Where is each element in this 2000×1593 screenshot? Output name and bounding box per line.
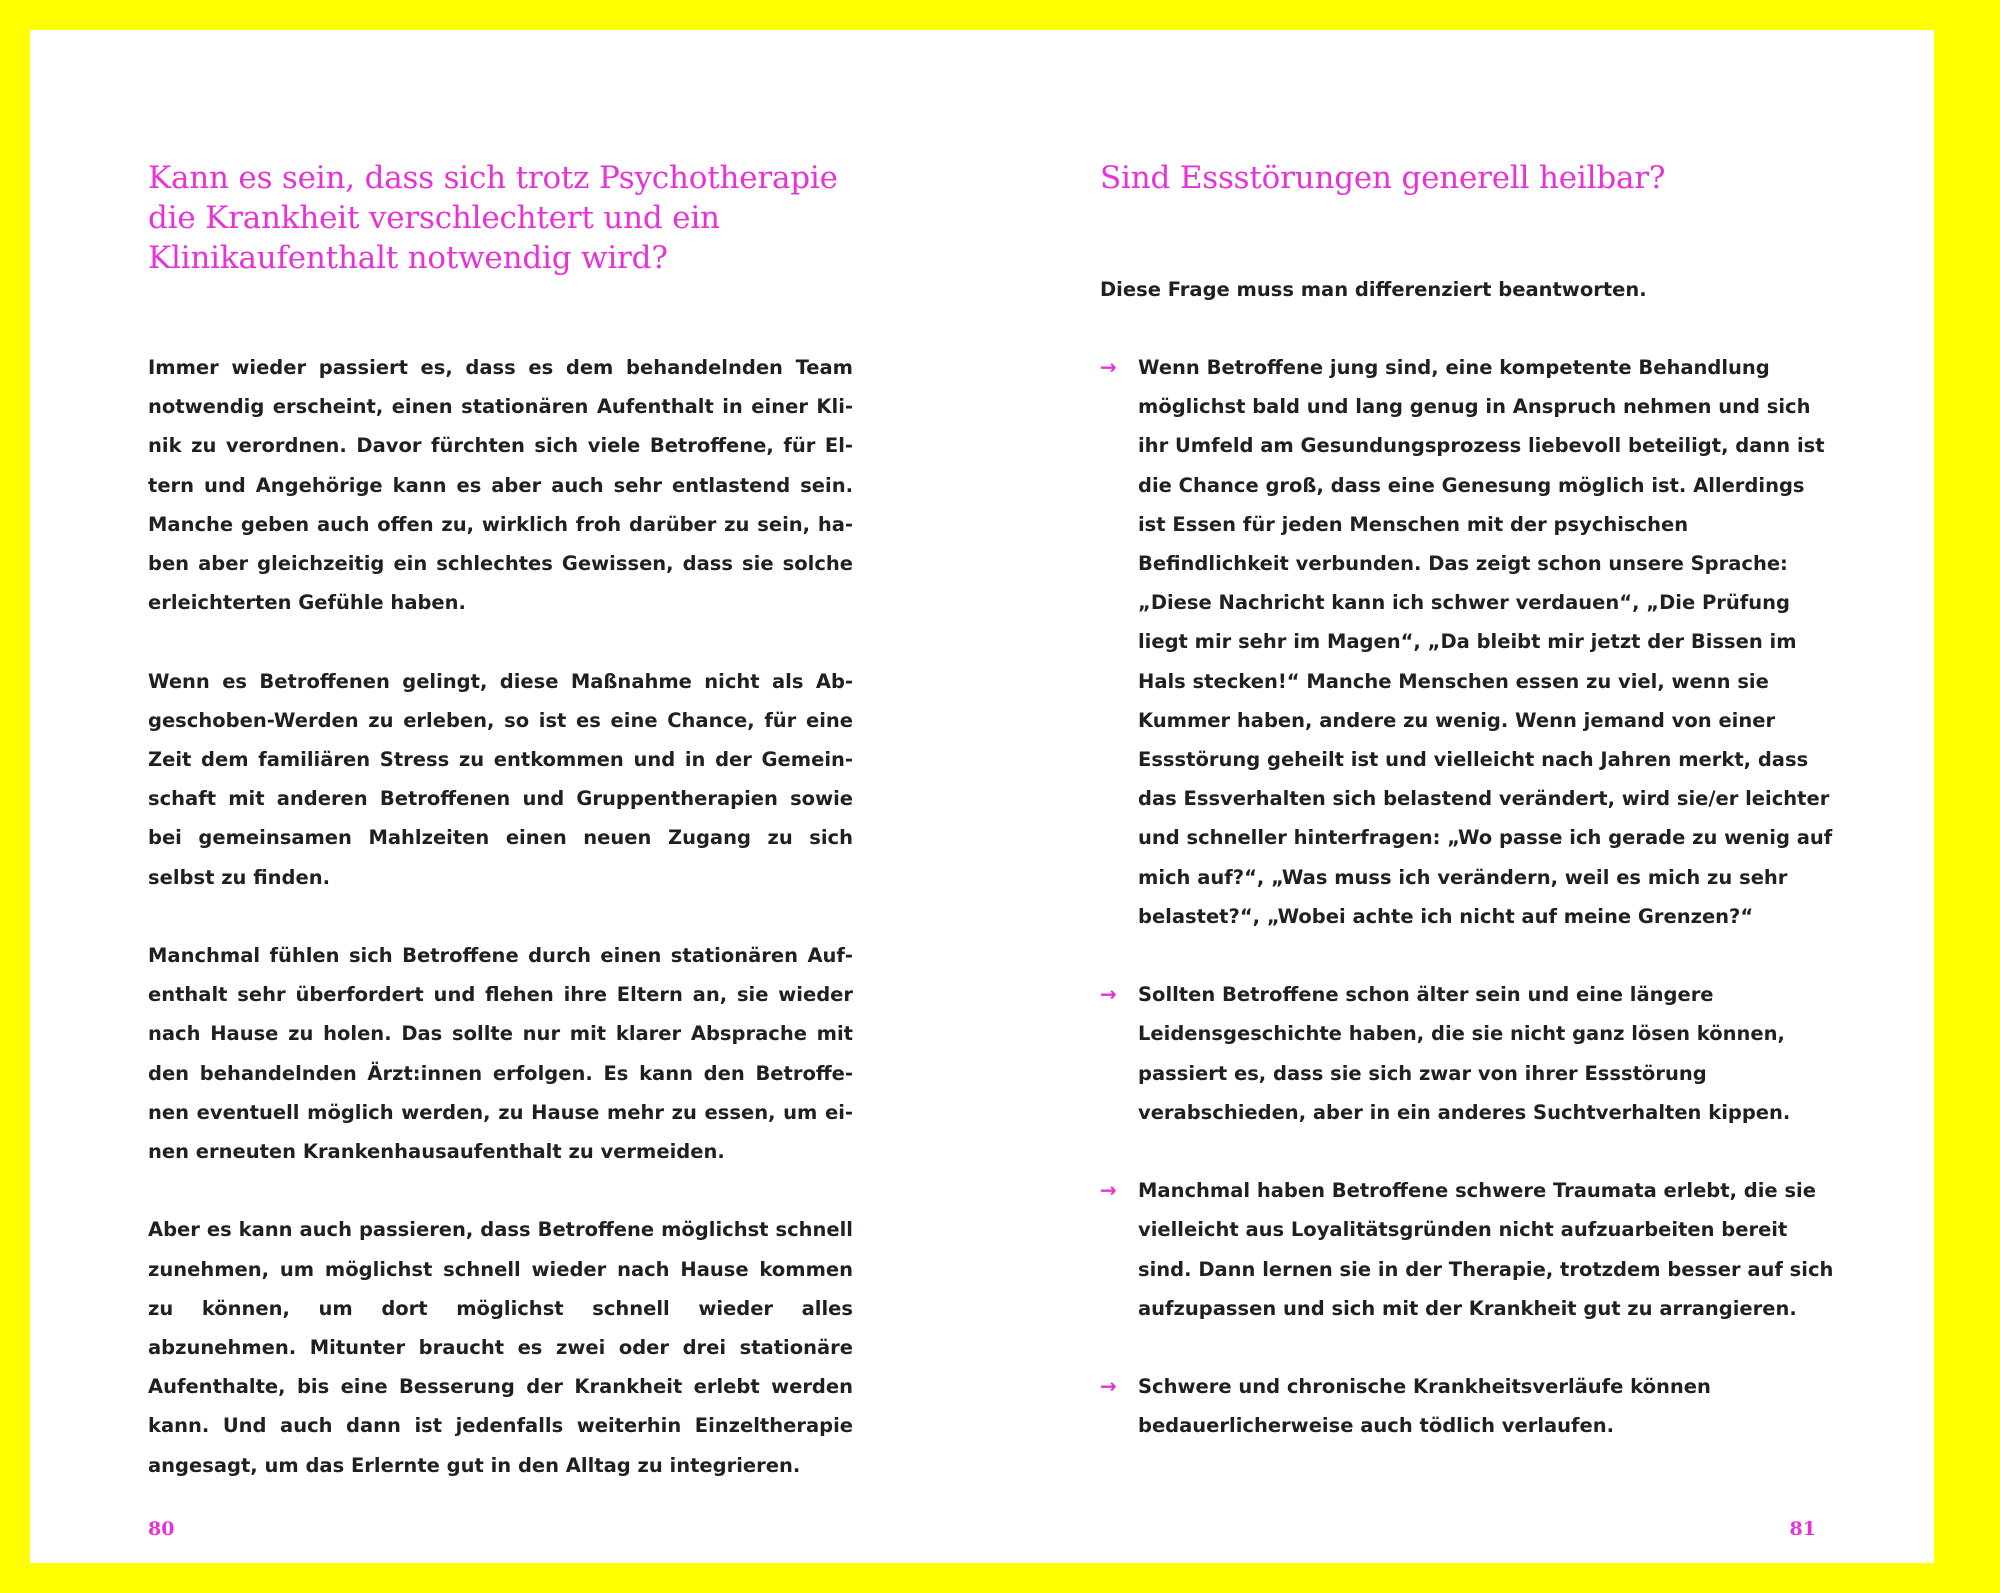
arrow-right-icon: →	[1100, 1374, 1117, 1399]
list-item	[1100, 348, 1835, 936]
paragraph: Immer wieder passiert es, dass es dem behandelnden Team notwendig erscheint, einen stationären Aufenthalt in einer Klinik zu verordnen. Davor fürchten sich viele Betroffene, für Eltern und Angehörige kann es aber auch sehr entlastend sein. Manche geben auch offen zu, wirklich froh darüber zu sein, haben aber gleichzeitig ein schlechtes Gewissen, dass sie solche erleichterten Gefühle haben.	[148, 356, 853, 615]
left-page-body	[148, 348, 853, 1524]
paragraph: Aber es kann auch passieren, dass Betroffene möglichst schnell zunehmen, um möglichst schnell wieder nach Hause kommen zu können, um dort möglichst schnell wieder alles abzunehmen. Mitunter braucht es zwei oder drei stationäre Aufenthalte, bis eine Besserung der Krankheit erlebt werden kann. Und auch dann ist jedenfalls weiterhin Einzeltherapie angesagt, um das Erlernte gut in den Alltag zu integrieren.	[148, 1218, 853, 1477]
right-page	[982, 30, 1934, 1563]
arrow-right-icon: →	[1100, 355, 1117, 379]
right-page-heading: Sind Essstörungen generell heilbar?	[1100, 160, 1666, 196]
paragraph: Manchmal fühlen sich Betroffene durch einen stationären Aufenthalt sehr überfordert und flehen ihre Eltern an, sie wieder nach Hause zu holen. Das sollte nur mit klarer Absprache mit den behandelnden Ärzt:innen erfolgen. Es kann den Betroffenen eventuell möglich werden, zu Hause mehr zu essen, um einen erneuten Krankenhausaufenthalt zu vermeiden.	[148, 944, 853, 1164]
left-page	[30, 30, 982, 1563]
list-item	[1100, 1367, 1835, 1445]
bullet-text: Sollten Betroffene schon älter sein und eine längere Leidensgeschichte haben, die sie nicht ganz lösen können, passiert es, dass sie sich zwar von ihrer Essstörung verabschieden, aber in ein anderes Suchtverhalten kippen.	[1138, 983, 1791, 1124]
bullet-text: Schwere und chronische Krankheitsverläufe können bedauerlicherweise auch tödlich verlaufen.	[1138, 1375, 1711, 1438]
page-number: 80	[148, 1518, 175, 1540]
book-spread	[30, 30, 1934, 1563]
left-page-heading: Kann es sein, dass sich trotz Psychotherapie die Krankheit verschlechtert und ein Klinikaufenthalt notwendig wird?	[148, 160, 838, 276]
list-item	[1100, 975, 1835, 1132]
arrow-right-icon: →	[1100, 982, 1117, 1007]
bullet-list	[1100, 348, 1835, 1485]
bullet-text: Wenn Betroffene jung sind, eine kompetente Behandlung möglichst bald und lang genug in Anspruch nehmen und sich ihr Umfeld am Gesundungsprozess liebevoll beteiligt, dann ist die Chance groß, dass eine Genesung möglich ist. Allerdings ist Essen für jeden Menschen mit der psychischen Befindlichkeit verbunden. Das zeigt schon unsere Sprache: „Diese Nachricht kann ich schwer verdauen“, „Die Prüfung liegt mir sehr im Magen“, „Da bleibt mir jetzt der Bissen im Hals stecken!“ Manche Menschen essen zu viel, wenn sie Kummer haben, andere zu wenig. Wenn jemand von einer Essstörung geheilt ist und vielleicht nach Jahren merkt, dass das Essverhalten sich belastend verändert, wird sie/er leichter und schneller hinterfragen: „Wo passe ich gerade zu wenig auf mich auf?“, „Was muss ich verändern, weil es mich zu sehr belastet?“, „Wobei achte ich nicht auf meine Grenzen?“	[1138, 356, 1833, 928]
paragraph: Wenn es Betroffenen gelingt, diese Maßnahme nicht als Abgeschoben-Werden zu erleben, so ist es eine Chance, für eine Zeit dem familiären Stress zu entkommen und in der Gemeinschaft mit anderen Betroffenen und Gruppentherapien sowie bei gemeinsamen Mahlzeiten einen neuen Zugang zu sich selbst zu finden.	[148, 669, 853, 889]
page-number: 81	[1789, 1518, 1816, 1540]
bullet-text: Manchmal haben Betroffene schwere Traumata erlebt, die sie vielleicht aus Loyalitätsgründen nicht aufzuarbeiten bereit sind. Dann lernen sie in der Therapie, trotzdem besser auf sich aufzupassen und sich mit der Krankheit gut zu arrangieren.	[1138, 1179, 1834, 1320]
intro-text: Diese Frage muss man differenziert beantworten.	[1100, 278, 1647, 301]
arrow-right-icon: →	[1100, 1178, 1117, 1203]
list-item	[1100, 1171, 1835, 1328]
